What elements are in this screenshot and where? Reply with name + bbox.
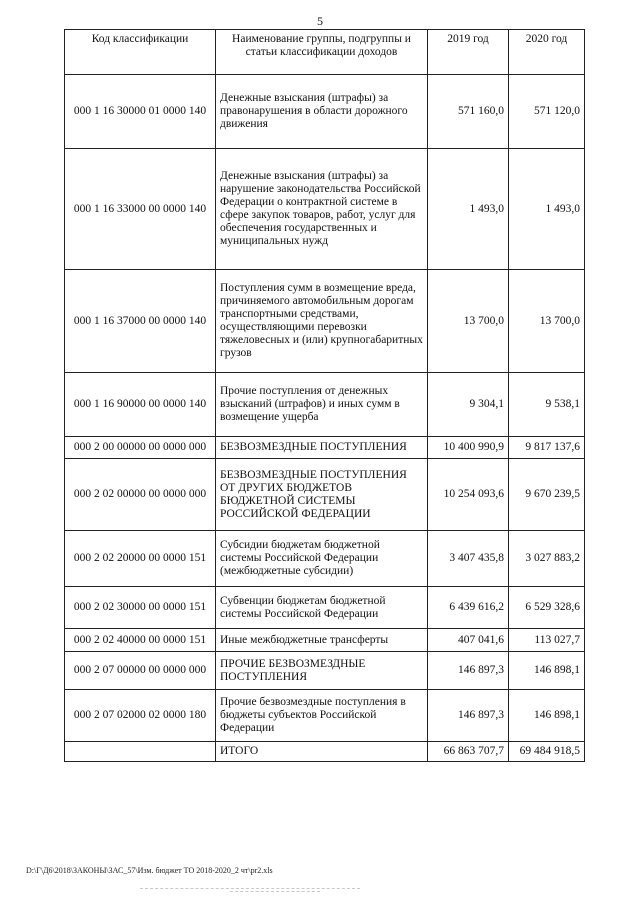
row-code: 000 1 16 37000 00 0000 140 (65, 270, 216, 373)
table-row (65, 75, 585, 149)
row-name: Субвенции бюджетам бюджетной системы Российской Федерации (216, 587, 428, 629)
row-code (65, 742, 216, 762)
header-code: Код классификации (65, 30, 216, 75)
header-name: Наименование группы, подгруппы и статьи классификации доходов (216, 30, 428, 75)
table-header-row (65, 30, 585, 75)
row-value-2020: 146 898,1 (509, 652, 585, 690)
table-row (65, 531, 585, 587)
row-value-2019: 9 304,1 (428, 373, 509, 437)
table-row (65, 149, 585, 270)
row-value-2019: 6 439 616,2 (428, 587, 509, 629)
row-name: Денежные взыскания (штрафы) за правонарушения в области дорожного движения (216, 75, 428, 149)
row-name: ПРОЧИЕ БЕЗВОЗМЕЗДНЫЕ ПОСТУПЛЕНИЯ (216, 652, 428, 690)
row-value-2019: 10 254 093,6 (428, 459, 509, 531)
row-value-2019: 66 863 707,7 (428, 742, 509, 762)
row-value-2019: 571 160,0 (428, 75, 509, 149)
row-value-2019: 146 897,3 (428, 690, 509, 742)
row-value-2020: 113 027,7 (509, 629, 585, 652)
total-row (65, 742, 585, 762)
revenue-table (64, 29, 585, 762)
row-name: Прочие безвозмездные поступления в бюджеты субъектов Российской Федерации (216, 690, 428, 742)
row-value-2020: 3 027 883,2 (509, 531, 585, 587)
row-code: 000 2 00 00000 00 0000 000 (65, 437, 216, 459)
row-value-2019: 10 400 990,9 (428, 437, 509, 459)
table-row (65, 629, 585, 652)
row-value-2020: 146 898,1 (509, 690, 585, 742)
row-value-2020: 9 670 239,5 (509, 459, 585, 531)
row-value-2019: 146 897,3 (428, 652, 509, 690)
page-number: 5 (317, 14, 323, 28)
row-value-2020: 1 493,0 (509, 149, 585, 270)
table-row (65, 437, 585, 459)
scan-artifact-line (230, 891, 320, 892)
row-code: 000 1 16 33000 00 0000 140 (65, 149, 216, 270)
file-path-footer: D:\Г\Д6\2018\ЗАКОНЫ\ЗАС_57\Изм. бюджет ТО 2018-2020_2 чт\pr2.xls (26, 866, 273, 875)
header-2019: 2019 год (428, 30, 509, 75)
table-row (65, 587, 585, 629)
row-value-2020: 571 120,0 (509, 75, 585, 149)
row-value-2019: 1 493,0 (428, 149, 509, 270)
row-code: 000 1 16 90000 00 0000 140 (65, 373, 216, 437)
row-value-2020: 6 529 328,6 (509, 587, 585, 629)
table-row (65, 373, 585, 437)
row-name: БЕЗВОЗМЕЗДНЫЕ ПОСТУПЛЕНИЯ (216, 437, 428, 459)
row-value-2020: 13 700,0 (509, 270, 585, 373)
scan-artifact-line (140, 888, 360, 889)
row-name: Поступления сумм в возмещение вреда, причиняемого автомобильным дорогам транспортными средствами, осуществляющими перевозки тяжеловесных и (или) крупногабаритных грузов (216, 270, 428, 373)
row-value-2019: 13 700,0 (428, 270, 509, 373)
table-row (65, 690, 585, 742)
row-code: 000 2 02 40000 00 0000 151 (65, 629, 216, 652)
row-code: 000 1 16 30000 01 0000 140 (65, 75, 216, 149)
row-code: 000 2 02 00000 00 0000 000 (65, 459, 216, 531)
row-value-2019: 3 407 435,8 (428, 531, 509, 587)
row-value-2020: 9 817 137,6 (509, 437, 585, 459)
row-code: 000 2 07 02000 02 0000 180 (65, 690, 216, 742)
row-name: Денежные взыскания (штрафы) за нарушение законодательства Российской Федерации о контрактной системе в сфере закупок товаров, работ, услуг для обеспечения государственных и муниципальных нужд (216, 149, 428, 270)
row-name: Прочие поступления от денежных взысканий (штрафов) и иных сумм в возмещение ущерба (216, 373, 428, 437)
row-name: БЕЗВОЗМЕЗДНЫЕ ПОСТУПЛЕНИЯ ОТ ДРУГИХ БЮДЖЕТОВ БЮДЖЕТНОЙ СИСТЕМЫ РОССИЙСКОЙ ФЕДЕРАЦИИ (216, 459, 428, 531)
row-value-2019: 407 041,6 (428, 629, 509, 652)
row-name: Субсидии бюджетам бюджетной системы Российской Федерации (межбюджетные субсидии) (216, 531, 428, 587)
row-code: 000 2 07 00000 00 0000 000 (65, 652, 216, 690)
row-code: 000 2 02 20000 00 0000 151 (65, 531, 216, 587)
table-row (65, 459, 585, 531)
row-name: ИТОГО (216, 742, 428, 762)
table-row (65, 270, 585, 373)
row-value-2020: 9 538,1 (509, 373, 585, 437)
row-value-2020: 69 484 918,5 (509, 742, 585, 762)
header-2020: 2020 год (509, 30, 585, 75)
table-row (65, 652, 585, 690)
row-name: Иные межбюджетные трансферты (216, 629, 428, 652)
row-code: 000 2 02 30000 00 0000 151 (65, 587, 216, 629)
